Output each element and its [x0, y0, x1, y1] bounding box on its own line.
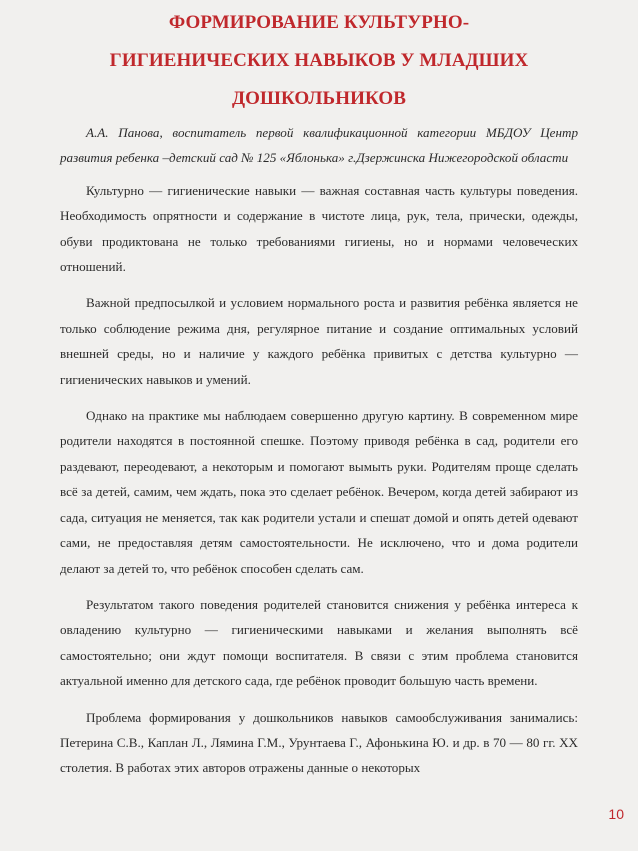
- paragraph-3: Однако на практике мы наблюдаем совершенно другую картину. В современном мире родители находятся в постоянной спешке. Поэтому приводя ребёнка в сад, родители его раздевают, переодевают, а некоторым и помогают вымыть руки. Родителям проще сделать всё за детей, самим, чем ждать, пока это сделает ребёнок. Вечером, когда детей забирают из сада, ситуация не меняется, так как родители устали и спешат домой и опять детей одевают сами, не предоставляя детям самостоятельности. Не исключено, что и дома родители делают за детей то, что ребёнок способен сделать сам.: [60, 408, 578, 576]
- paragraph-5: Проблема формирования у дошкольников навыков самообслуживания занимались: Петерина С.В., Каплан Л., Лямина Г.М., Урунтаева Г., Афонькина Ю. и др. в 70 — 80 гг. XX столетия. В работах этих авторов отражены данные о некоторых: [60, 709, 578, 776]
- article-body: [60, 120, 578, 792]
- author-info: А.А. Панова, воспитатель первой квалификационной категории МБДОУ Центр развития ребенка –детский сад № 125 «Яблонька» г.Дзержинска Нижегородской области: [60, 125, 578, 166]
- paragraph-2: Важной предпосылкой и условием нормального роста и развития ребёнка является не только соблюдение режима дня, регулярное питание и создание оптимальных условий внешней среды, но и наличие у каждого ребёнка привитых с детства культурно — гигиенических навыков и умений.: [60, 295, 578, 387]
- title-line-1: ФОРМИРОВАНИЕ КУЛЬТУРНО-: [168, 12, 470, 33]
- page-number: 10: [608, 806, 624, 822]
- page-title: [60, 4, 578, 118]
- title-line-2: ГИГИЕНИЧЕСКИХ НАВЫКОВ У МЛАДШИХ: [109, 50, 529, 71]
- paragraph-1: Культурно — гигиенические навыки — важная составная часть культуры поведения. Необходимость опрятности и содержание в чистоте лица, рук, тела, прически, одежды, обуви продиктована не только требованиями гигиены, но и нормами человеческих отношений.: [60, 182, 578, 275]
- title-line-3: ДОШКОЛЬНИКОВ: [231, 88, 407, 109]
- paragraph-4: Результатом такого поведения родителей становится снижения у ребёнка интереса к овладению культурно — гигиеническими навыками и желания выполнять всё самостоятельно; они ждут помощи воспитателя. В связи с этим проблема становится актуальной именно для детского сада, где ребёнок проводит большую часть времени.: [60, 596, 578, 689]
